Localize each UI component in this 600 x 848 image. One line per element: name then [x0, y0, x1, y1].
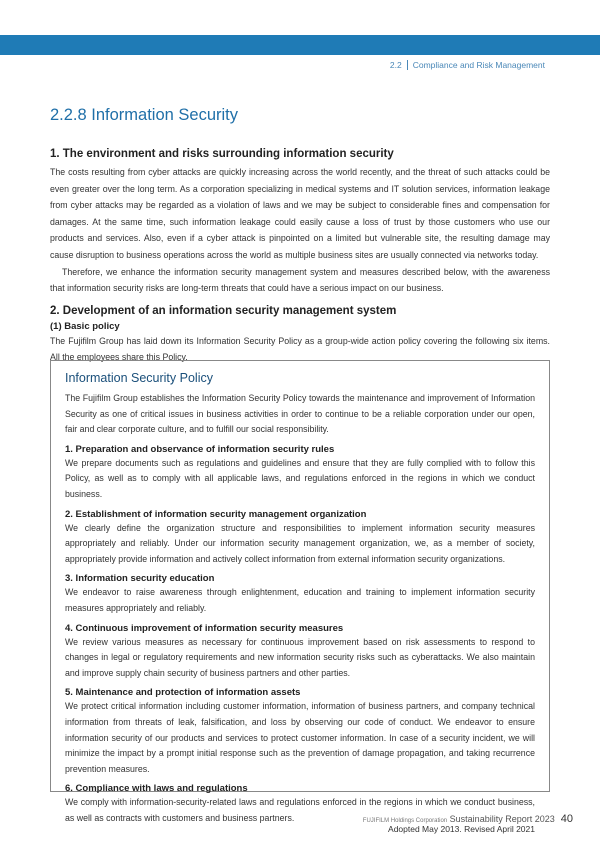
policy-title: Information Security Policy [65, 371, 213, 385]
policy-item-text: We review various measures as necessary for continuous improvement based on risk assessments to respond to changes in legal or regulatory requirements and new information security risks such as cyberattacks. We also maintain and improve supply chain security of business partners and other parties. [65, 636, 535, 678]
policy-item-heading: 4. Continuous improvement of information security measures [65, 622, 344, 634]
adopted-date: Adopted May 2013. Revised April 2021 [388, 824, 535, 835]
main-content [50, 148, 550, 366]
divider [407, 60, 408, 70]
policy-item-heading: 3. Information security education [65, 573, 215, 585]
policy-item-text: We prepare documents such as regulations and guidelines and ensure that they are fully complied with to follow this Policy, as well as to comply with all applicable laws, and regulations enforced in the regions in which we conduct business. [65, 457, 535, 499]
policy-item-heading: 6. Compliance with laws and regulations [65, 783, 248, 795]
footer-report: Sustainability Report 2023 [449, 814, 555, 824]
policy-item-heading: 2. Establishment of information security management organization [65, 508, 367, 520]
paragraph: The costs resulting from cyber attacks are quickly increasing across the world recently, and the threat of such attacks could be even greater over the long term. As a corporation specializing in medical systems and IT solution services, information leakage from cyber attacks may be regarded as a violation of laws and we may be subject to considerable fines and compensation for damages. At the same time, such information leakage could easily cause a loss of trust by those customers who use our products and services. Also, even if a cyber attack is pinpointed on a limited but vulnerable site, the resulting damage may cause disruption to business operations across the world as multiple business sites are usually connected via networks today. [50, 167, 550, 260]
footer-company: FUJIFILM Holdings Corporation [362, 818, 448, 824]
policy-item-text: We protect critical information including customer information, information of business partners, and company technical information from threats of leak, falsification, and loss by observing our code of conduct. We endeavor to ensure information security of our products and services to protect customer information. In case of a security incident, we will minimize the impact by a prompt initial response such as the prevention of damage propagation, and taking recurrence prevention measures. [65, 701, 535, 774]
page-number: 40 [560, 813, 573, 825]
page-title: 2.2.8 Information Security [50, 106, 239, 124]
paragraph: The Fujifilm Group has laid down its Information Security Policy as a group-wide action policy covering the following six items. All the employees share this Policy. [50, 335, 550, 363]
policy-item-text: We endeavor to raise awareness through enlightenment, education and training to implement information security measures appropriately and reliably. [65, 587, 535, 613]
subheading-basic-policy: (1) Basic policy [50, 320, 120, 332]
heading-environment: 1. The environment and risks surrounding information security [50, 148, 394, 160]
policy-item-text: We clearly define the organization structure and responsibilities to implement information security measures appropriately and reliably. Under our information security management organization, we, as a member of society, appropriately provide information and actively collect information from external information security organizations. [65, 522, 535, 564]
heading-development: 2. Development of an information security management system [50, 304, 397, 317]
section-number: 2.2 [389, 60, 402, 70]
policy-item-text: We comply with information-security-related laws and regulations enforced in the regions in which we conduct business, as well as contracts with customers and business partners. [65, 797, 535, 823]
policy-item-heading: 5. Maintenance and protection of information assets [65, 687, 301, 699]
policy-item-heading: 1. Preparation and observance of information security rules [65, 443, 335, 455]
footer [363, 813, 573, 825]
section-title: Compliance and Risk Management [412, 60, 545, 70]
section-label [390, 60, 545, 70]
policy-intro: The Fujifilm Group establishes the Information Security Policy towards the maintenance and improvement of Information Security as one of critical issues in business activities in order to continue to be a reliable corporation under our open, fair and clear corporate culture, and to fulfill our social responsibility. [65, 393, 535, 435]
header-band [0, 35, 600, 55]
paragraph: Therefore, we enhance the information security management system and measures described below, with the awareness that information security risks are long-term threats that could have a serious impact on our business. [50, 266, 550, 294]
